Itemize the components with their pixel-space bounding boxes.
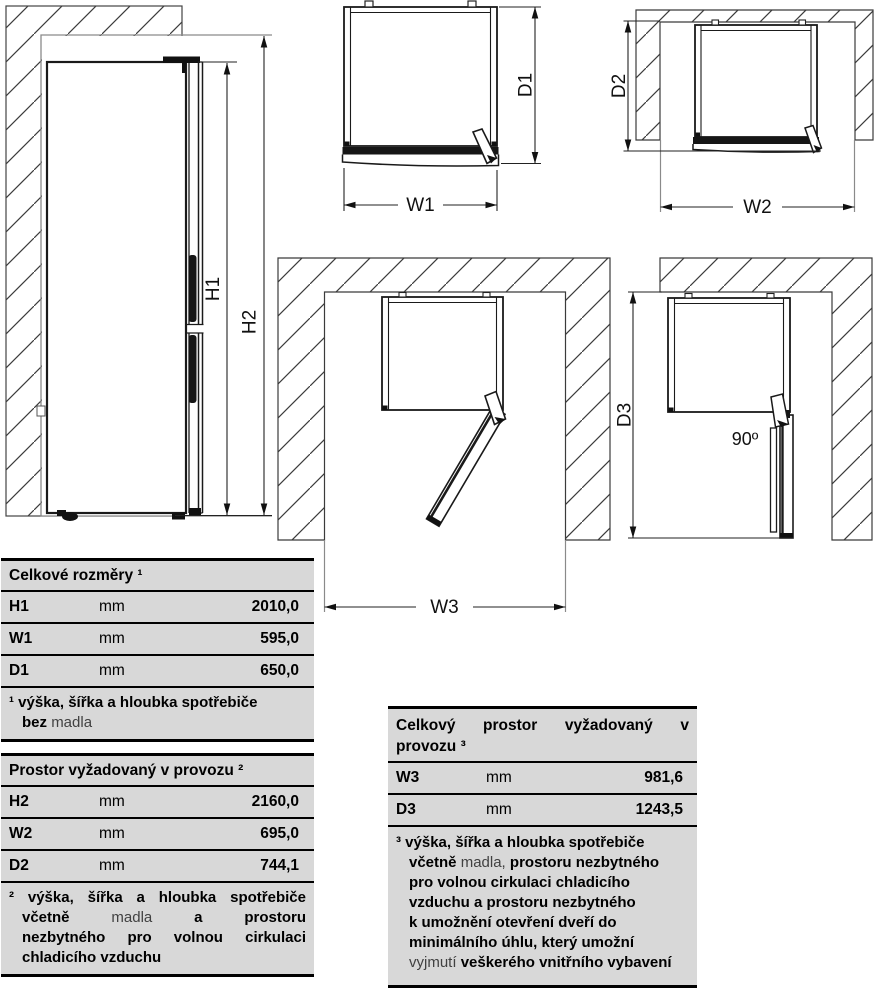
diagram-side-view (0, 0, 320, 545)
table-title-line1: Celkový prostor vyžadovaný v (396, 717, 689, 734)
table-title-line2: provozu ³ (396, 738, 466, 755)
row-unit: mm (99, 598, 125, 615)
row-label: W1 (9, 630, 33, 647)
footnote-line: pro volnou cirkulaci chladicího (409, 874, 630, 891)
dim-label-d3: D3 (614, 402, 636, 428)
footnote-line: vzduchu a prostoru nezbytného (409, 894, 636, 911)
diagram-open-door-w3 (276, 250, 621, 622)
hinge-right (468, 1, 476, 7)
footnote-line: ¹ výška, šířka a hloubka spotřebiče (9, 694, 258, 711)
hinge-left (685, 294, 692, 299)
footnote-line: vyjmutí veškerého vnitřního vybavení (409, 954, 672, 971)
fridge-top-view (382, 293, 503, 411)
fridge-top-view (668, 294, 790, 413)
row-value: 2160,0 (251, 793, 299, 810)
diagram-top-view-alcove (609, 0, 879, 225)
row-label: D1 (9, 662, 29, 679)
door-handle-lower (189, 335, 197, 403)
table-overall-dimensions (1, 558, 314, 742)
open-door-90 (771, 394, 794, 538)
footnote-line: nezbytného pro volnou cirkulaci (22, 929, 306, 946)
diagram-top-view-closed (325, 0, 565, 225)
table-row (1, 819, 314, 851)
row-label: D2 (9, 857, 29, 874)
open-door (427, 407, 505, 526)
footnote-line: minimálního úhlu, který umožní (409, 934, 635, 951)
footnote-line: ² výška, šířka a hloubka spotřebiče (9, 889, 306, 906)
footnote-line: včetně madla, prostoru nezbytného (409, 854, 660, 871)
hinge-left (712, 20, 719, 25)
footnote-line: chladicího vzduchu (22, 949, 162, 966)
row-value: 1243,5 (635, 801, 683, 818)
table-row (1, 624, 314, 656)
table-row (1, 851, 314, 883)
table-total-space (388, 706, 697, 988)
hinge-left (399, 293, 406, 298)
row-unit: mm (486, 801, 512, 818)
hinge-right (767, 294, 774, 299)
diagram-open-door-90 (614, 252, 879, 587)
door-handle-bar (771, 428, 777, 532)
footnote-line: k umožnění otevření dveří do (409, 914, 617, 931)
row-value: 650,0 (260, 662, 299, 679)
hinge-right (799, 20, 806, 25)
footnote-line: ³ výška, šířka a hloubka spotřebiče (396, 834, 645, 851)
row-unit: mm (99, 630, 125, 647)
table-row (1, 592, 314, 624)
table-row (1, 787, 314, 819)
dim-label-w1: W1 (406, 195, 435, 216)
top-hinge (163, 57, 200, 64)
table-row (388, 763, 697, 795)
row-unit: mm (99, 825, 125, 842)
dim-label-h1: H1 (203, 276, 224, 302)
hinge-right (483, 293, 490, 298)
door-top-view (693, 137, 819, 144)
row-label: W2 (9, 825, 33, 842)
table-title (388, 709, 697, 763)
table-row (1, 656, 314, 688)
dim-label-w3: W3 (430, 597, 459, 618)
table-title: Celkové rozměry ¹ (1, 561, 314, 592)
table-footnote (388, 827, 697, 985)
row-unit: mm (99, 793, 125, 810)
door-handle-upper (189, 255, 197, 322)
table-row (388, 795, 697, 827)
fridge-top-view (693, 20, 822, 153)
row-label: W3 (396, 769, 420, 786)
row-label: H2 (9, 793, 29, 810)
dim-label-w2: W2 (743, 197, 772, 218)
fridge-side (47, 57, 204, 522)
table-title: Prostor vyžadovaný v provozu ² (1, 756, 314, 787)
dim-label-d2: D2 (609, 73, 630, 99)
row-value: 695,0 (260, 825, 299, 842)
row-label: H1 (9, 598, 29, 615)
hinge-left (365, 1, 373, 7)
table-operation-space (1, 753, 314, 977)
footnote-line: bez madla (22, 714, 93, 731)
dim-label-d1: D1 (515, 72, 537, 98)
table-footnote (1, 883, 314, 974)
row-value: 2010,0 (251, 598, 299, 615)
row-unit: mm (99, 662, 125, 679)
row-unit: mm (99, 857, 125, 874)
row-value: 744,1 (260, 857, 299, 874)
row-label: D3 (396, 801, 416, 818)
row-unit: mm (486, 769, 512, 786)
table-footnote (1, 688, 314, 739)
row-value: 595,0 (260, 630, 299, 647)
footnote-line: včetně madla a prostoru (22, 909, 307, 926)
dim-label-h2: H2 (239, 309, 261, 335)
door-top-view (343, 147, 499, 155)
angle-label-90: 90º (731, 429, 759, 449)
row-value: 981,6 (644, 769, 683, 786)
fridge-top-view (343, 1, 499, 166)
